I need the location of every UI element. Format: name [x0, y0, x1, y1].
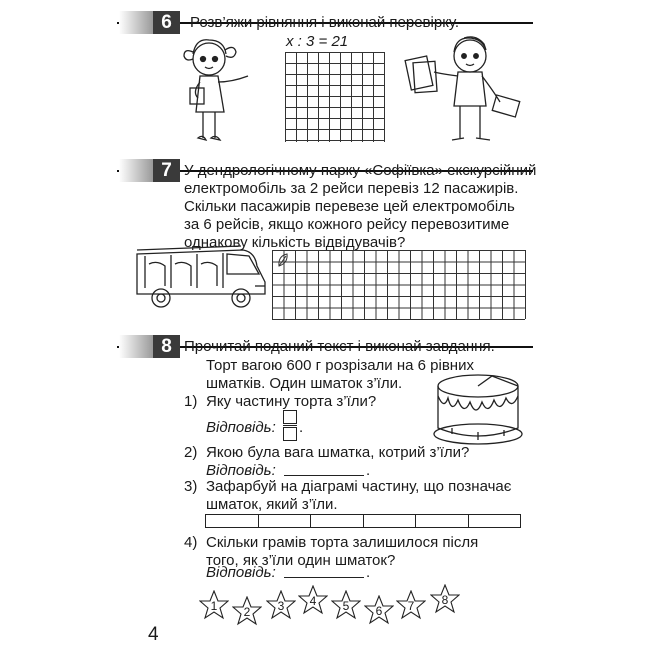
strip-cell[interactable]	[469, 515, 521, 527]
task8-intro-line-1: Торт вагою 600 г розрізали на 6 рівних	[206, 357, 474, 374]
task8-instruction: Прочитай поданий текст і виконай завдання.	[184, 338, 495, 355]
q4-period: .	[366, 564, 371, 581]
strip-cell[interactable]	[311, 515, 364, 527]
q2-number: 2)	[184, 444, 198, 461]
fraction-denominator-box[interactable]	[283, 427, 297, 441]
q1-period: .	[299, 419, 304, 436]
star-label-5: 5	[342, 599, 350, 613]
task8-number: 8	[153, 335, 180, 358]
q4-answer-label: Відповідь:	[206, 564, 276, 581]
star-8	[430, 584, 460, 614]
star-label-7: 7	[407, 599, 415, 613]
q1-answer-label: Відповідь:	[206, 419, 276, 436]
strip-cell[interactable]	[364, 515, 417, 527]
star-label-1: 1	[210, 599, 218, 613]
task7-number: 7	[153, 159, 180, 182]
q2-text: Якою була вага шматка, котрий з’їли?	[206, 444, 470, 461]
strip-cell[interactable]	[416, 515, 469, 527]
task7-line-1: У дендрологічному парку «Софіївка» екскурсійний	[184, 162, 537, 179]
boy-illustration	[402, 32, 528, 148]
q4-answer-line[interactable]	[284, 577, 364, 578]
q3-line-2: шматок, який з’їли.	[206, 496, 338, 513]
girl-illustration	[176, 32, 256, 150]
task6-grid[interactable]	[285, 52, 385, 144]
task7-line-4: за 6 рейсів, якщо кожного рейсу перевозитиме	[184, 216, 510, 233]
q2-period: .	[366, 462, 371, 479]
task8-badge-fade	[119, 335, 153, 358]
task7-badge-fade	[119, 159, 153, 182]
task7-line-3: Скільки пасажирів перевезе цей електромобіль	[184, 198, 515, 215]
leaf-icon	[276, 252, 290, 268]
task8-intro-line-2: шматків. Один шматок з’їли.	[206, 375, 403, 392]
strip-cell[interactable]	[206, 515, 259, 527]
star-5	[331, 590, 361, 620]
cake-illustration	[432, 370, 526, 446]
q1-text: Яку частину торта з’їли?	[206, 393, 377, 410]
q4-number: 4)	[184, 534, 198, 551]
task6-badge-fade	[119, 11, 153, 34]
fraction-diagram-strip[interactable]	[205, 514, 521, 528]
q3-line-1: Зафарбуй на діаграмі частину, що позначає	[206, 478, 512, 495]
q2-answer-label: Відповідь:	[206, 462, 276, 479]
strip-cell[interactable]	[259, 515, 312, 527]
star-label-2: 2	[243, 605, 251, 619]
star-label-4: 4	[309, 594, 317, 608]
task6-instruction: Розв’яжи рівняння і виконай перевірку.	[190, 14, 460, 31]
fraction-numerator-box[interactable]	[283, 410, 297, 424]
star-4	[298, 585, 328, 615]
q4-line-1: Скільки грамів торта залишилося після	[206, 534, 479, 551]
task7-grid[interactable]	[272, 250, 527, 322]
star-3	[266, 590, 296, 620]
star-2	[232, 596, 262, 626]
task6-number: 6	[153, 11, 180, 34]
star-label-6: 6	[375, 604, 383, 618]
page-number: 4	[148, 624, 159, 645]
task7-line-5: однакову кількість відвідувачів?	[184, 234, 406, 251]
task7-line-2: електромобіль за 2 рейси перевіз 12 пасажирів.	[184, 180, 519, 197]
star-1	[199, 590, 229, 620]
star-6	[364, 595, 394, 625]
star-7	[396, 590, 426, 620]
q1-number: 1)	[184, 393, 198, 410]
star-label-3: 3	[277, 599, 285, 613]
q4-line-2: того, як з’їли один шматок?	[206, 552, 396, 569]
star-label-8: 8	[441, 593, 449, 607]
q2-answer-line[interactable]	[284, 475, 364, 476]
q3-number: 3)	[184, 478, 198, 495]
electromobile-illustration	[131, 242, 271, 314]
task6-equation: x : 3 = 21	[286, 33, 349, 50]
